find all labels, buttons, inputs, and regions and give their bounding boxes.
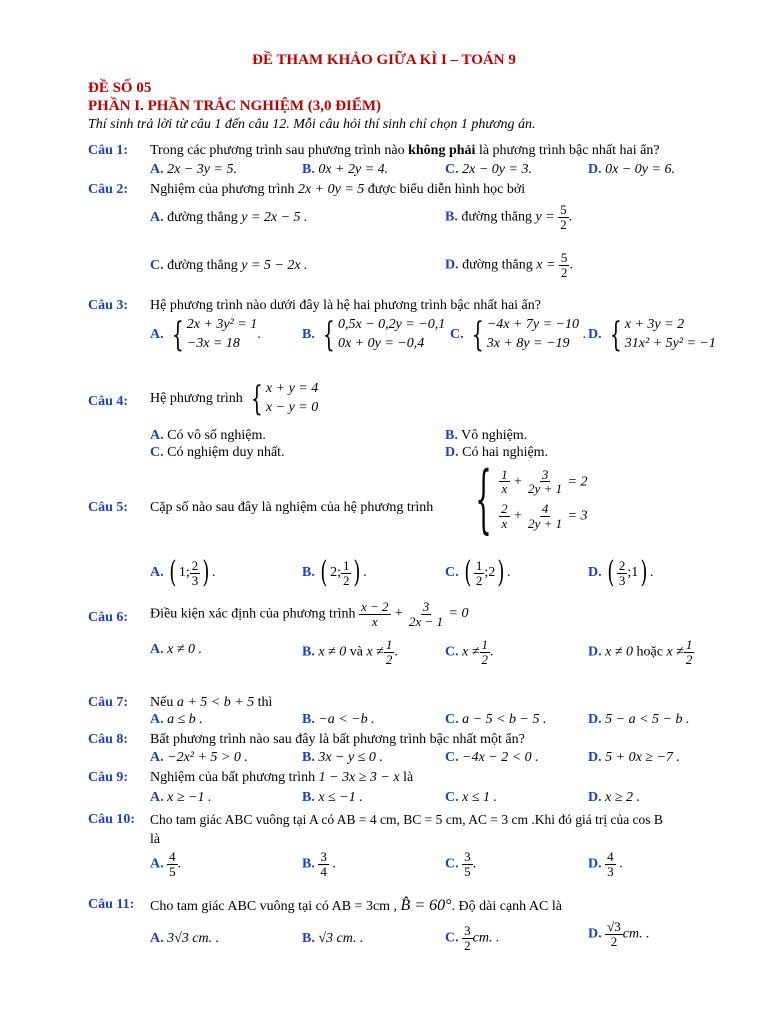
- option-letter: A.: [150, 327, 164, 343]
- option-text: ;1: [627, 565, 639, 581]
- q4-option-b[interactable]: [445, 428, 527, 444]
- system-line: 0,5x − 0,2y = −0,1: [337, 317, 446, 332]
- option-text: −4x − 2 < 0 .: [462, 750, 539, 765]
- q10-text: Cho tam giác ABC vuông tại A có AB = 4 cm, BC = 5 cm, AC = 3 cm .Khi đó giá trị của cos B: [150, 812, 663, 827]
- paren-right-icon: ): [640, 555, 648, 590]
- q5-system: { $\frac{1}{x}$ + $\frac{3}{2y + 1}$ = 2 $\frac{2}{x}$ + $\frac{4}{2y + 1}$ = 3: [475, 456, 588, 542]
- option-text: 5 + 0x ≥ −7 .: [605, 750, 680, 765]
- numerator: 3: [464, 923, 471, 938]
- brace-icon: {: [471, 314, 484, 355]
- q7-text-b: thì: [254, 695, 273, 710]
- q1-text-b: là phương trình bậc nhất hai ẩn?: [475, 143, 660, 158]
- option-text: 2;: [330, 565, 341, 581]
- q6-label: Câu 6:: [88, 610, 129, 625]
- option-letter: C.: [445, 644, 459, 660]
- q9-text: [150, 770, 413, 786]
- system-line: −3x = 18: [186, 335, 240, 351]
- q3-label: Câu 3:: [88, 298, 129, 313]
- option-text: a − 5 < b − 5 .: [462, 712, 547, 727]
- q8-option-b[interactable]: [302, 750, 383, 766]
- q10-option-a[interactable]: A. $\frac{4}{5}$ .: [150, 849, 182, 879]
- q7-option-c[interactable]: [445, 712, 546, 728]
- numerator: 2: [191, 557, 199, 573]
- denominator: 2: [464, 937, 471, 953]
- denominator: 2: [560, 264, 568, 280]
- option-text: x ≠: [462, 644, 480, 660]
- q10-label: Câu 10:: [88, 812, 136, 827]
- option-letter: A.: [150, 750, 164, 765]
- denominator: 2: [342, 572, 350, 588]
- option-text: 0x − 0y = 6.: [605, 162, 675, 177]
- q3-option-c[interactable]: C. { −4x + 7y = −10 3x + 8y = −19 .: [450, 314, 586, 355]
- instructions: Thí sinh trả lời từ câu 1 đến câu 12. Mỗi câu hỏi thí sinh chỉ chọn 1 phương án.: [88, 117, 536, 132]
- numerator: 3: [464, 849, 471, 864]
- option-letter: B.: [302, 327, 315, 343]
- option-text: x ≠: [666, 644, 684, 660]
- option-letter: D.: [588, 790, 602, 805]
- option-text: 3x − y ≤ 0 .: [318, 750, 383, 765]
- brace-icon: {: [323, 314, 336, 355]
- q7-label: Câu 7:: [88, 695, 129, 710]
- system-line: 2x + 3y² = 1: [186, 317, 258, 332]
- denominator: 3: [607, 863, 614, 879]
- option-text: Vô nghiệm.: [461, 428, 528, 443]
- option-letter: A.: [150, 428, 164, 443]
- q5-text: Cặp số nào sau đây là nghiệm của hệ phương trình: [150, 500, 434, 515]
- fraction: [558, 203, 569, 231]
- fraction: [559, 251, 570, 279]
- option-text: a ≤ b .: [167, 712, 203, 727]
- q8-option-d[interactable]: [588, 750, 680, 766]
- q2-equation: 2x + 0y = 5: [297, 182, 365, 197]
- option-letter: B.: [445, 428, 458, 443]
- numerator: 5: [560, 202, 567, 217]
- q4-text: [150, 380, 318, 418]
- option-letter: C.: [450, 327, 464, 343]
- q1-label: Câu 1:: [88, 143, 129, 158]
- option-eq: y = 5 − 2x .: [241, 258, 308, 273]
- q11-option-d[interactable]: [588, 920, 650, 948]
- option-letter: A.: [150, 565, 164, 581]
- q10-option-c[interactable]: C. $\frac{3}{5}$ .: [445, 849, 477, 879]
- equation-system: [246, 380, 318, 418]
- exam-number: ĐỀ SỐ 05: [88, 80, 152, 96]
- option-letter: B.: [302, 712, 315, 727]
- option-text: đường thẳng: [167, 258, 242, 273]
- q1-text-a: Trong các phương trình sau phương trình nào: [150, 143, 409, 158]
- brace-icon: {: [171, 314, 184, 355]
- q5-label: Câu 5:: [88, 500, 129, 515]
- option-text: x ≥ 2 .: [605, 790, 641, 805]
- system-line: 0x + 0y = −0,4: [337, 335, 425, 351]
- option-text: x ≤ −1 .: [318, 790, 363, 805]
- q1-option-a[interactable]: [150, 162, 237, 178]
- q10-option-d[interactable]: D. $\frac{4}{3}$ .: [588, 849, 623, 879]
- option-letter: C.: [445, 712, 459, 727]
- denominator: 5: [464, 863, 471, 879]
- q1-text: [150, 143, 660, 159]
- equation-system: [605, 316, 716, 354]
- option-text: x ≠ 0: [318, 644, 347, 660]
- q11-text-b: . Độ dài cạnh AC là: [451, 899, 562, 914]
- q9-text-b: là: [399, 770, 414, 785]
- option-letter: D.: [588, 327, 602, 343]
- q4-text-a: Hệ phương trình: [150, 391, 247, 407]
- option-text: x ≠: [366, 644, 384, 660]
- system-line: 3x + 8y = −19: [486, 335, 570, 351]
- option-text: 0x + 2y = 4.: [318, 162, 389, 177]
- q1-option-d[interactable]: [588, 162, 675, 178]
- q2-option-c[interactable]: [150, 258, 308, 274]
- option-letter: B.: [302, 644, 315, 660]
- option-letter: A.: [150, 790, 164, 805]
- q1-option-b[interactable]: [302, 162, 388, 178]
- q7-option-b[interactable]: [302, 712, 375, 728]
- q1-text-bold: không phải: [408, 143, 476, 158]
- option-text: đường thẳng: [461, 209, 536, 225]
- equation-system: [318, 316, 445, 354]
- q6-option-b[interactable]: B. x ≠ 0 và x ≠ $\frac{1}{2}$ .: [302, 637, 398, 667]
- q8-option-c[interactable]: [445, 750, 539, 766]
- q3-option-b[interactable]: [302, 316, 445, 354]
- option-text: đường thẳng: [462, 257, 537, 273]
- option-letter: D.: [588, 750, 602, 765]
- option-letter: B.: [302, 856, 315, 872]
- denominator: 5: [169, 863, 176, 879]
- option-text: x ≠ 0 .: [167, 642, 203, 657]
- q7-text-a: Nếu: [150, 695, 177, 710]
- option-letter: C.: [445, 930, 459, 946]
- option-text: x ≤ 1 .: [462, 790, 498, 805]
- paren-right-icon: ): [353, 555, 361, 590]
- denominator: 3: [618, 572, 626, 588]
- denominator: 2: [560, 216, 567, 232]
- paren-left-icon: (: [607, 555, 615, 590]
- q5-option-d[interactable]: D. ( $\frac{2}{3}$ ;1) .: [588, 555, 654, 590]
- q9-option-b[interactable]: [302, 790, 363, 806]
- option-letter: C.: [445, 162, 459, 177]
- equation-system: [167, 316, 257, 354]
- numerator: 4: [169, 849, 176, 864]
- q3-option-a[interactable]: A. { 2x + 3y² = 1 −3x = 18 .: [150, 314, 261, 355]
- q8-label: Câu 8:: [88, 732, 129, 747]
- paren-left-icon: (: [464, 555, 472, 590]
- exam-title: ĐỀ THAM KHẢO GIỮA KÌ I – TOÁN 9: [252, 52, 516, 68]
- q6-option-d[interactable]: D. x ≠ 0 hoặc x ≠ $\frac{1}{2}$: [588, 637, 693, 667]
- option-conj: và: [346, 644, 367, 660]
- option-text: Có nghiệm duy nhất.: [167, 445, 285, 460]
- option-text: đường thẳng: [167, 210, 242, 225]
- numerator: 4: [607, 849, 614, 864]
- fraction: [318, 850, 329, 878]
- paren-right-icon: ): [497, 555, 505, 590]
- q10-option-b[interactable]: B. $\frac{3}{4}$ .: [302, 849, 336, 879]
- option-text: √3 cm. .: [318, 931, 364, 946]
- fraction: [462, 924, 473, 952]
- numerator: 5: [560, 250, 568, 265]
- option-letter: D.: [445, 257, 459, 273]
- q6-option-a[interactable]: [150, 642, 202, 658]
- q4-label: Câu 4:: [88, 394, 129, 409]
- q11-text-a: Cho tam giác ABC vuông tại có AB = 3cm ,: [150, 899, 401, 914]
- q10-text-2: là: [150, 832, 161, 847]
- option-unit: cm. .: [622, 926, 650, 942]
- option-letter: A.: [150, 931, 164, 946]
- q6-text-a: Điều kiện xác định của phương trình: [150, 606, 359, 622]
- option-text: −2x² + 5 > 0 .: [167, 750, 248, 765]
- numerator: √3: [607, 919, 621, 934]
- q8-text: Bất phương trình nào sau đây là bất phương trình bậc nhất một ẩn?: [150, 732, 525, 747]
- q2-text-b: được biểu diễn hình học bởi: [364, 182, 526, 197]
- q11-option-b[interactable]: [302, 931, 363, 947]
- option-conj: hoặc: [633, 644, 667, 660]
- option-letter: A.: [150, 712, 164, 727]
- q1-option-c[interactable]: [445, 162, 532, 178]
- system-line: 31x² + 5y² = −1: [624, 335, 716, 351]
- q6-text: Điều kiện xác định của phương trình $\frac{x - 2}{x}$ + $\frac{3}{2x - 1}$ = 0: [150, 599, 469, 629]
- fraction: [617, 559, 628, 587]
- option-letter: D.: [445, 445, 459, 460]
- brace-icon: {: [609, 314, 622, 355]
- q11-angle: B̂ = 60°: [400, 897, 452, 914]
- denominator: 4: [320, 863, 327, 879]
- option-letter: C.: [445, 750, 459, 765]
- q6-option-c[interactable]: C. x ≠ $\frac{1}{2}$ .: [445, 637, 494, 667]
- paren-right-icon: ): [202, 555, 210, 590]
- fraction: [474, 559, 485, 587]
- option-letter: D.: [588, 926, 602, 942]
- denominator: 2: [610, 933, 618, 949]
- denominator: 2: [475, 572, 483, 588]
- option-letter: B.: [445, 209, 458, 225]
- option-text: Có vô số nghiệm.: [167, 428, 266, 443]
- q4-option-c[interactable]: [150, 445, 285, 461]
- q2-label: Câu 2:: [88, 182, 129, 197]
- option-letter: C.: [445, 790, 459, 805]
- system-line: x + y = 4: [265, 381, 319, 396]
- system-line: x + 3y = 2: [624, 317, 685, 332]
- option-text: 2x − 0y = 3.: [462, 162, 532, 177]
- option-letter: C.: [150, 258, 164, 273]
- option-text: 1;: [178, 565, 190, 581]
- option-letter: B.: [302, 931, 315, 946]
- system-line: x − y = 0: [265, 399, 319, 415]
- option-text: x ≥ −1 .: [167, 790, 212, 805]
- q7-option-d[interactable]: [588, 712, 689, 728]
- q7-equation: a + 5 < b + 5: [176, 695, 255, 710]
- part-heading: PHẦN I. PHẦN TRẮC NGHIỆM (3,0 ĐIỂM): [88, 98, 382, 114]
- denominator: 3: [191, 572, 199, 588]
- fraction: [190, 559, 201, 587]
- option-letter: C.: [150, 445, 164, 460]
- numerator: 2: [618, 557, 626, 573]
- option-eq: x =: [536, 257, 556, 273]
- option-text: 3√3 cm. .: [167, 931, 220, 946]
- q2-option-d[interactable]: D. đường thẳng x = $\frac{5}{2}$ .: [445, 250, 573, 280]
- q8-option-a[interactable]: [150, 750, 248, 766]
- fraction: [462, 850, 473, 878]
- option-text: Có hai nghiệm.: [462, 445, 549, 460]
- option-unit: cm. .: [472, 930, 500, 946]
- numerator: 3: [320, 849, 327, 864]
- q2-text-a: Nghiệm của phương trình: [150, 182, 298, 197]
- option-text: −a < −b .: [318, 712, 375, 727]
- q5-option-b[interactable]: B. ( 2; $\frac{1}{2}$ ) .: [302, 555, 367, 590]
- option-letter: D.: [588, 162, 602, 177]
- option-letter: C.: [445, 856, 459, 872]
- option-text: 2x − 3y = 5.: [167, 162, 237, 177]
- paren-left-icon: (: [320, 555, 328, 590]
- q9-text-a: Nghiệm của bất phương trình: [150, 770, 319, 785]
- option-letter: A.: [150, 210, 164, 225]
- q3-text: Hệ phương trình nào dưới đây là hệ hai phương trình bậc nhất hai ẩn?: [150, 298, 541, 313]
- q11-option-a[interactable]: [150, 931, 219, 947]
- option-letter: A.: [150, 856, 164, 872]
- option-letter: B.: [302, 565, 315, 581]
- q2-text: [150, 182, 525, 198]
- option-letter: D.: [588, 856, 602, 872]
- equation-system: [467, 316, 579, 354]
- option-letter: D.: [588, 712, 602, 727]
- option-eq: y =: [535, 209, 555, 225]
- q3-option-d[interactable]: [588, 316, 716, 354]
- option-text: x ≠ 0: [605, 644, 634, 660]
- q9-label: Câu 9:: [88, 770, 129, 785]
- fraction: [605, 920, 623, 948]
- q9-option-c[interactable]: [445, 790, 497, 806]
- paren-left-icon: (: [169, 555, 177, 590]
- option-eq: y = 2x − 5 .: [241, 210, 308, 225]
- brace-icon: {: [251, 378, 264, 419]
- option-letter: A.: [150, 642, 164, 657]
- q4-option-a[interactable]: [150, 428, 266, 444]
- option-letter: B.: [302, 790, 315, 805]
- option-text: 5 − a < 5 − b .: [605, 712, 690, 727]
- option-text: ;2: [484, 565, 496, 581]
- q2-option-a[interactable]: [150, 210, 308, 226]
- numerator: 1: [475, 557, 483, 573]
- brace-icon: {: [475, 456, 492, 542]
- q11-option-c[interactable]: [445, 924, 499, 952]
- q9-option-d[interactable]: [588, 790, 640, 806]
- numerator: 1: [342, 557, 350, 573]
- q11-label: Câu 11:: [88, 897, 135, 912]
- q7-option-a[interactable]: [150, 712, 203, 728]
- option-letter: D.: [588, 565, 602, 581]
- option-letter: B.: [302, 162, 315, 177]
- option-letter: A.: [150, 162, 164, 177]
- q11-text: [150, 897, 562, 915]
- q5-option-a[interactable]: A. ( 1; $\frac{2}{3}$ ) .: [150, 555, 216, 590]
- option-letter: B.: [302, 750, 315, 765]
- q7-text: [150, 695, 272, 711]
- fraction: [341, 559, 352, 587]
- q9-option-a[interactable]: [150, 790, 211, 806]
- option-letter: C.: [445, 565, 459, 581]
- q4-option-d[interactable]: [445, 445, 548, 461]
- q2-option-b[interactable]: B. đường thẳng y = $\frac{5}{2}$ .: [445, 202, 573, 232]
- system-line: −4x + 7y = −10: [486, 317, 579, 332]
- option-letter: D.: [588, 644, 602, 660]
- q9-equation: 1 − 3x ≥ 3 − x: [318, 770, 400, 785]
- fraction: [605, 850, 616, 878]
- q5-option-c[interactable]: C. ( $\frac{1}{2}$ ;2) .: [445, 555, 511, 590]
- fraction: [167, 850, 178, 878]
